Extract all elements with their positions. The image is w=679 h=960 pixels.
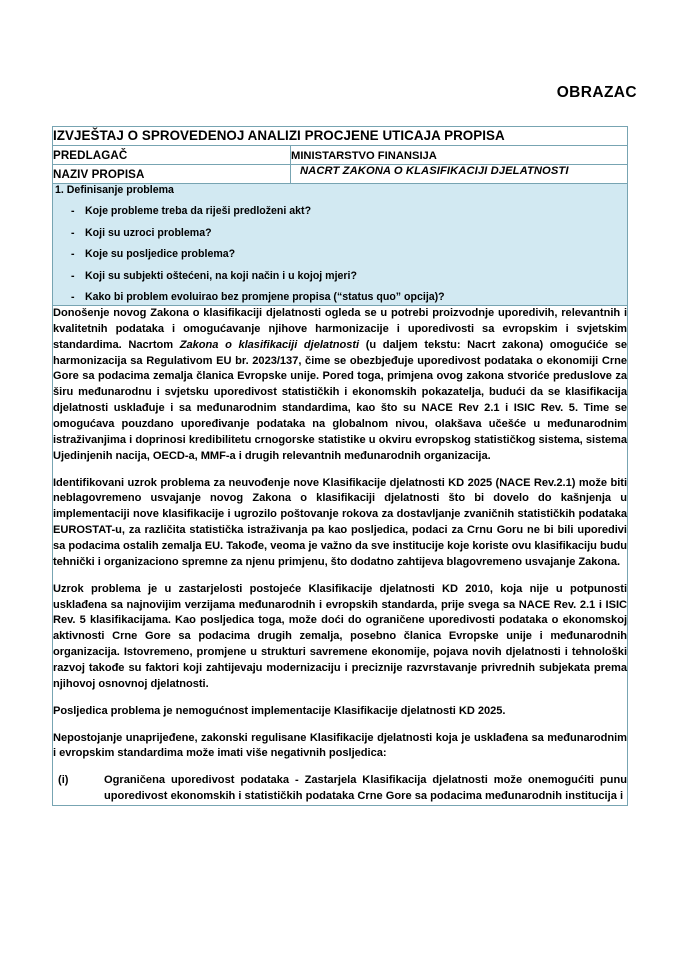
body-paragraph-3: Uzrok problema je u zastarjelosti postojeće Klasifikacije djelatnosti KD 2010, koja nije u potpunosti usklađena sa najnovijim verzijama međunarodnih i evropskih standarda, prije svega sa NACE Rev. 2.1 i ISIC Rev. 5 klasifikacijama. Kao posljedica toga, može doći do ograničene uporedivosti podataka o ekonomskoj aktivnosti Crne Gore sa podacima drugih zemalja, posebno članica Evropske unije i međunarodnih organizacija. Istovremeno, promjene u strukturi savremene ekonomije, pojava novih djelatnosti i tehnološki razvoj takođe su faktori koji zahtijevaju modernizaciju i preciznije razvrstavanje privrednih subjekata prema njihovoj osnovnoj djelatnosti. bbox=[53, 582, 627, 690]
report-title-cell bbox=[53, 127, 628, 146]
answer-body-cell bbox=[53, 306, 628, 806]
body-paragraph-1 bbox=[53, 306, 627, 465]
body-paragraph-5: Nepostojanje unaprijeđene, zakonski regulisane Klasifikacije djelatnosti koja je usklađena sa međunarodnim i evropskim standardima može imati više negativnih posljedica: bbox=[53, 731, 627, 760]
list-item bbox=[53, 205, 627, 217]
problem-question-list bbox=[53, 205, 627, 303]
question-text: Koji su subjekti oštećeni, na koji način i u kojoj mjeri? bbox=[85, 269, 357, 282]
body-paragraph-2: Identifikovani uzrok problema za neuvođenje nove Klasifikacije djelatnosti KD 2025 (NACE Rev.2.1) može biti neblagovremeno usvajanje novog Zakona o klasifikaciji djelatnosti što bi dovelo do kašnjenja u implementaciji nove klasifikacije i ugrozilo poštovanje rokova za dostavljanje zvaničnih statističkih podataka EUROSTAT-u, za različita statistička istraživanja pa kao posljedica, podaci za Crnu Goru ne bi bili uporedivi sa podacima ostalih zemalja EU. Takođe, veoma je važno da sve institucije koje koriste ovu klasifikaciju budu tehnički i organizaciono spremne za njenu primjenu, što dodatno zahtijeva blagovremeno usvajanje Zakona. bbox=[53, 476, 627, 568]
roman-marker-i: (i) bbox=[58, 774, 69, 787]
list-item bbox=[53, 291, 627, 303]
table-row-answer-body bbox=[53, 306, 628, 806]
question-text: Kako bi problem evoluirao bez promjene propisa (“status quo” opcija)? bbox=[85, 291, 445, 303]
body-paragraph-4: Posljedica problema je nemogućnost implementacije Klasifikacije djelatnosti KD 2025. bbox=[53, 704, 506, 717]
proposer-value-cell bbox=[291, 146, 628, 165]
form-label: OBRAZAC bbox=[556, 84, 637, 101]
table-row-regulation-name bbox=[53, 165, 628, 184]
problem-definition-section bbox=[53, 184, 628, 306]
list-item bbox=[53, 270, 627, 282]
regulation-name-value-cell bbox=[291, 165, 628, 184]
question-text: Koji su uzroci problema? bbox=[85, 226, 212, 239]
table-row-questions bbox=[53, 184, 628, 306]
paragraph-1-law-title-italic: Zakona o klasifikaciji djelatnosti bbox=[179, 338, 360, 351]
consequence-list-item-i bbox=[53, 773, 627, 805]
dash-marker: - bbox=[71, 269, 75, 282]
regulation-name-label: NAZIV PROPISA bbox=[53, 168, 145, 181]
form-label-row bbox=[0, 84, 637, 102]
dash-marker: - bbox=[71, 226, 75, 239]
report-title: IZVJEŠTAJ O SPROVEDENOJ ANALIZI PROCJENE UTICAJA PROPISA bbox=[53, 128, 505, 143]
consequence-item-i-text: Ograničena uporedivost podataka - Zastarjela Klasifikacija djelatnosti može onemogućiti punu uporedivost ekonomskih i statističkih podataka Crne Gore sa podacima međunarodnih institucija i bbox=[104, 774, 627, 803]
table-row-proposer bbox=[53, 146, 628, 165]
regulation-name-value: NACRT ZAKONA O KLASIFIKACIJI DJELATNOSTI bbox=[300, 165, 569, 177]
problem-definition-heading: 1. Definisanje problema bbox=[55, 184, 174, 196]
dash-marker: - bbox=[71, 291, 75, 303]
proposer-value: MINISTARSTVO FINANSIJA bbox=[291, 150, 437, 162]
question-text: Koje su posljedice problema? bbox=[85, 248, 236, 260]
dash-marker: - bbox=[71, 205, 75, 217]
paragraph-1-text-part-1: Donošenje novog Zakona o klasifikaciji djelatnosti ogleda se u potrebi proizvodnje uporedivih, relevantnih i kvalitetnih podataka i omogućavanje njihove harmonizacije i uporedivosti sa evropskim i svjetskim standardima. Nacrtom bbox=[53, 307, 627, 351]
list-item bbox=[53, 227, 627, 239]
question-text: Koje probleme treba da riješi predloženi akt? bbox=[85, 205, 312, 217]
regulation-name-label-cell bbox=[53, 165, 291, 184]
dash-marker: - bbox=[71, 248, 75, 260]
paragraph-1-text-part-2: (u daljem tekstu: Nacrt zakona) omogućiće se harmonizacija sa Regulativom EU br. 2023/137, čime se obezbjeđuje uporedivost podataka o ekonomiji Crne Gore sa podacima zemalja članica Evropske unije. Pored toga, primjena ovog zakona stvoriće preduslove za širu međunarodnu i svjetsku uporedivost statističkih i ekonomskih pokazatelja, budući da se klasifikacija djelatnosti usklađuje i sa međunarodnim standardima, kao što su NACE Rev 2.1 i ISIC Rev. 5. Time se omogućava pouzdano upoređivanje podataka na globalnom nivou, olakšava učešće u međunarodnim istraživanjima i doprinosi kredibilitetu crnogorske statistike u okviru evropskog statističkog sistema, sistema Ujedinjenih nacija, OECD-a, MMF-a i drugih relevantnih međunarodnih organizacija. bbox=[53, 338, 627, 462]
ria-report-table bbox=[52, 126, 628, 806]
list-item bbox=[53, 248, 627, 260]
proposer-label: PREDLAGAČ bbox=[53, 149, 128, 162]
table-row-title bbox=[53, 127, 628, 146]
proposer-label-cell bbox=[53, 146, 291, 165]
